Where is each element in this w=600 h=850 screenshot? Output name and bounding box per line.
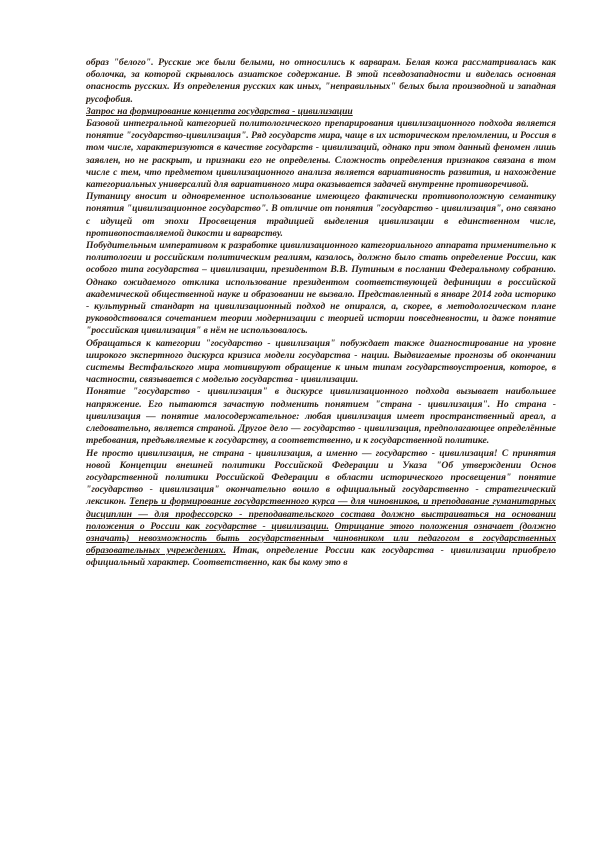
paragraph-6 — [86, 448, 556, 570]
document-body — [86, 57, 556, 570]
paragraph-5: Понятие "государство - цивилизация" в дискурсе цивилизационного подхода вызывает наибольшее напряжение. Его пытаются зачастую подменить понятием "страна - цивилизация". Но страна - цивилизация — понятие малосодержательное: любая цивилизация имеет пространственный ареал, а следовательно, является страной. Другое дело — государство - цивилизация, предполагающее определённые требования, предъявляемые к государству, а соответственно, и к государственной политике. — [86, 386, 556, 447]
paragraph-2: Путаницу вносит и одновременное использование имеющего фактически противоположную семантику понятия "цивилизационное государство". В отличие от понятия "государство - цивилизация", оно связано с идущей от эпохи Просвещения традицией выделения цивилизации в единственном числе, противопоставляемой дикости и варварству. — [86, 191, 556, 239]
paragraph-3: Побудительным императивом к разработке цивилизационного категориального аппарата применительно к политологии и российским политическим реалиям, казалось, должно было стать определение России, как особого типа государства – цивилизации, президентом В.В. Путиным в послании Федеральному собранию. Однако ожидаемого отклика использование президентом соответствующей дефиниции в российской академической общественной науке и образовании не вызвало. Представленный в январе 2014 года историко - культурный стандарт на цивилизационный подход не опирался, а, скорее, в методологическом плане руководствовался сочетанием теории модернизации с теорией истории повседневности, и даже понятие "российская цивилизация" в нём не использовалось. — [86, 240, 556, 337]
underlined-statement-1: Теперь и формирование государственного курса — для чиновников, и преподавание гуманитарных дисциплин — для профессорско - преподавательского состава должно выстраиваться на основании положения о России как государстве - цивилизации. — [86, 496, 556, 532]
paragraph-6-end: Итак, определение России как государства - цивилизации приобрело официальный характер. Соответственно, как бы кому это в — [86, 545, 556, 569]
section-heading: Запрос на формирование концепта государства - цивилизации — [86, 105, 353, 117]
paragraph-1: Базовой интегральной категорией политологического препарирования цивилизационного подхода является понятие "государство-цивилизация". Ряд государств мира, чаще в их историческом преломлении, и Россия в том числе, характеризуются в качестве государств - цивилизаций, однако при этом данный феномен лишь заявлен, но не раскрыт, и признаки его не определены. Сложность определения признаков связана в том числе с тем, что предметом цивилизационного анализа является вариативность развития, и нахождение категориальных универсалий для вариативного мира оказывается задачей внутренне противоречивой. — [86, 118, 556, 191]
underlined-statement-2: Отрицание этого положения означает (должно означать) невозможность быть государственным чиновником или педагогом в государственных образовательных учреждениях. — [86, 520, 556, 557]
intro-paragraph: образ "белого". Русские же были белыми, но относились к варварам. Белая кожа рассматривалась как оболочка, за которой скрывалось азиатское содержание. В этой псевдозападности и виделась основная опасность русских. Из определения русских как иных, "неправильных" белых была производной и западная русофобия. — [86, 57, 556, 105]
paragraph-6-start: Не просто цивилизация, не страна - цивилизация, а именно — государство - цивилизация! С принятия новой Концепции внешней политики Российской Федерации и Указа "Об утверждении Основ государственной политики Российской Федерации в области исторического просвещения" понятие "государство - цивилизация" окончательно вошло в официальный государственно - стратегический лексикон. — [86, 447, 556, 508]
paragraph-4: Обращаться к категории "государство - цивилизация" побуждает также диагностирование на уровне широкого экспертного дискурса кризиса модели государства - нации. Выдвигаемые прогнозы об окончании системы Вестфальского мира мотивируют обращение к иным типам государствоустроения, которое, в частности, связывается с моделью государства - цивилизации. — [86, 337, 556, 386]
